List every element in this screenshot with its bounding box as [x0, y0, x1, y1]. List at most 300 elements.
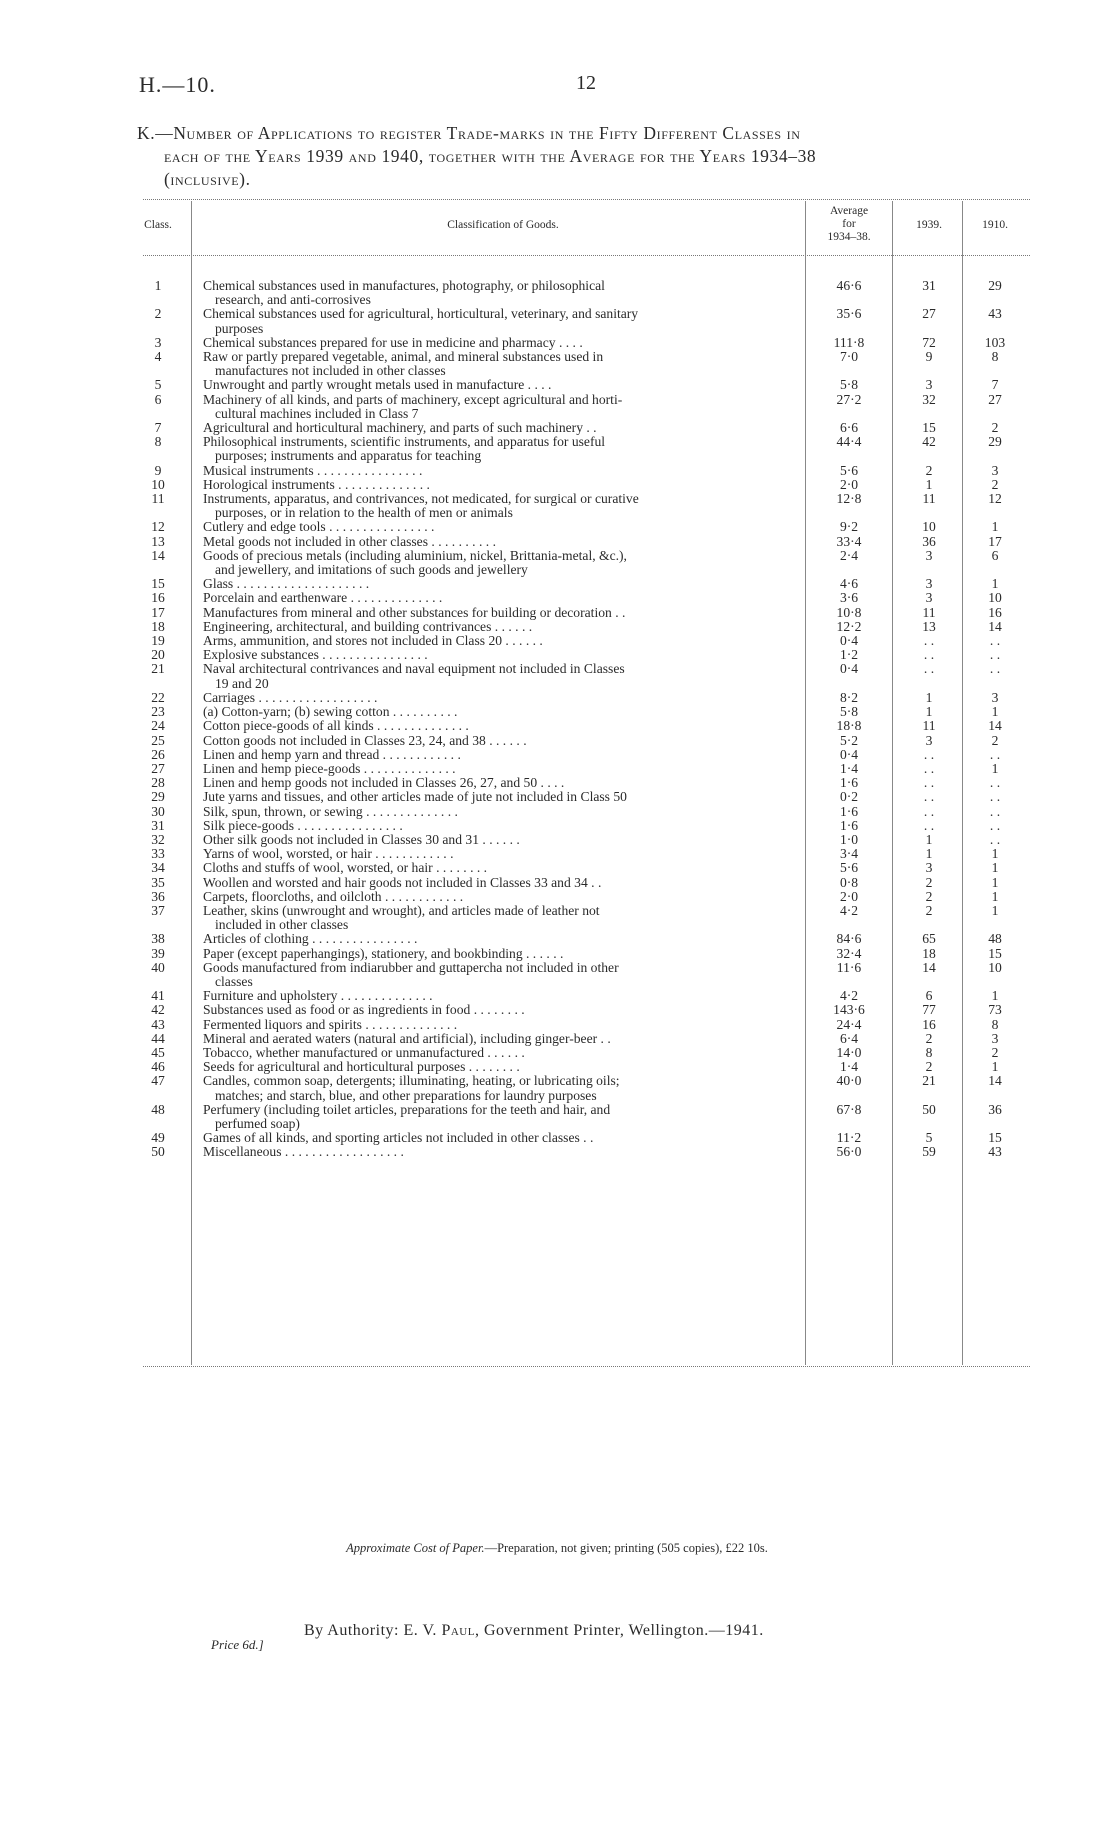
table-row [143, 350, 1030, 378]
class-number: 39 [151, 945, 165, 961]
description-line: Carriages . . . . . . . . . . . . . . . . . . [203, 689, 378, 705]
value-1940: 2 [991, 732, 999, 748]
table-row [143, 648, 1030, 662]
table-row [143, 790, 1030, 804]
value-1939: 31 [922, 278, 936, 293]
description-line: Goods manufactured from indiarubber and guttapercha not included in other [203, 959, 619, 975]
table-row [143, 1046, 1030, 1060]
class-number: 9 [154, 462, 162, 478]
table-row [143, 932, 1030, 946]
class-number: 4 [154, 349, 162, 365]
class-number: 2 [154, 306, 162, 322]
average-value: 40·0 [836, 1073, 862, 1089]
value-1940: . . [989, 661, 1001, 677]
table-row [143, 492, 1030, 520]
average-header-line-2: for [842, 218, 856, 230]
description-line: Fermented liquors and spirits . . . . . . . . . . . . . . [203, 1016, 458, 1032]
table-title [137, 122, 1032, 191]
value-1940: . . [989, 775, 1001, 791]
value-1940: 1 [991, 704, 999, 720]
average-value: 0·2 [839, 789, 859, 805]
average-value: 5·8 [839, 377, 859, 393]
class-number: 25 [151, 732, 165, 748]
description-continuation: cultural machines included in Class 7 [215, 405, 419, 421]
average-value: 18·8 [836, 718, 862, 734]
value-1939: 77 [922, 1002, 936, 1018]
table-row [143, 805, 1030, 819]
class-number: 32 [151, 831, 165, 847]
value-1939: 3 [925, 377, 933, 393]
cost-label: Approximate Cost of Paper. [346, 1541, 485, 1555]
value-1940: . . [989, 789, 1001, 805]
value-1940: . . [989, 746, 1001, 762]
class-number: 29 [151, 789, 165, 805]
average-value: 24·4 [836, 1016, 862, 1032]
value-1939: 1 [925, 831, 933, 847]
column-header-class: Class. [144, 219, 172, 231]
class-number: 42 [151, 1002, 165, 1018]
class-number: 26 [151, 746, 165, 762]
description-line: Cloths and stuffs of wool, worsted, or hair . . . . . . . . [203, 860, 488, 876]
average-value: 4·6 [839, 576, 859, 592]
table-row [143, 535, 1030, 549]
description-line: Jute yarns and tissues, and other articles made of jute not included in Class 50 [203, 789, 627, 805]
value-1940: 29 [988, 278, 1002, 293]
value-1940: 14 [988, 718, 1002, 734]
value-1940: 1 [991, 860, 999, 876]
value-1939: 3 [925, 547, 933, 563]
class-number: 3 [154, 334, 162, 350]
average-value: 5·6 [839, 462, 859, 478]
value-1939: 6 [925, 988, 933, 1004]
value-1940: . . [989, 647, 1001, 663]
value-1940: 17 [988, 533, 1002, 549]
table-row [143, 1060, 1030, 1074]
description-line: Furniture and upholstery . . . . . . . . . . . . . . [203, 988, 433, 1004]
average-value: 27·2 [836, 391, 862, 407]
class-number: 1 [154, 278, 162, 293]
description-line: Philosophical instruments, scientific instruments, and apparatus for useful [203, 434, 606, 450]
description-line: Metal goods not included in other classes . . . . . . . . . . [203, 533, 496, 549]
column-header-1940: 1910. [982, 219, 1008, 231]
class-number: 7 [154, 420, 162, 436]
column-header-average [808, 205, 890, 244]
table-row [143, 776, 1030, 790]
value-1939: . . [923, 817, 935, 833]
class-number: 13 [151, 533, 165, 549]
value-1939: 11 [922, 604, 936, 620]
average-value: 1·4 [839, 1059, 859, 1075]
description-line: Machinery of all kinds, and parts of machinery, except agricultural and horti- [203, 391, 623, 407]
value-1939: . . [923, 746, 935, 762]
description-continuation: included in other classes [215, 917, 349, 933]
average-value: 9·2 [839, 519, 859, 535]
description-continuation: matches; and starch, blue, and other preparations for laundry purposes [215, 1087, 597, 1103]
value-1940: 10 [988, 959, 1002, 975]
value-1940: 1 [991, 1059, 999, 1075]
value-1939: 3 [925, 732, 933, 748]
table-row [143, 520, 1030, 534]
value-1940: 3 [991, 1030, 999, 1046]
average-value: 11·6 [836, 959, 862, 975]
description-line: Articles of clothing . . . . . . . . . . . . . . . . [203, 931, 418, 947]
class-number: 23 [151, 704, 165, 720]
value-1939: 42 [922, 434, 936, 450]
value-1940: 10 [988, 590, 1002, 606]
value-1940: 1 [991, 760, 999, 776]
value-1939: 10 [922, 519, 936, 535]
value-1940: 103 [984, 334, 1006, 350]
description-line: Chemical substances used for agricultural, horticultural, veterinary, and sanitary [203, 306, 639, 322]
table-row [143, 549, 1030, 577]
value-1939: 3 [925, 576, 933, 592]
description-line: Arms, ammunition, and stores not included in Class 20 . . . . . . [203, 633, 543, 649]
average-value: 56·0 [836, 1144, 862, 1160]
average-value: 3·6 [839, 590, 859, 606]
table-row [143, 819, 1030, 833]
description-line: Cotton goods not included in Classes 23, 24, and 38 . . . . . . [203, 732, 527, 748]
value-1939: 13 [922, 618, 936, 634]
description-line: Horological instruments . . . . . . . . . . . . . . [203, 476, 430, 492]
authority-prefix: By Authority: E. V. [304, 1622, 437, 1639]
table-top-rule [143, 199, 1030, 200]
table-row [143, 1018, 1030, 1032]
description-line: Paper (except paperhangings), stationery, and bookbinding . . . . . . [203, 945, 564, 961]
value-1940: 8 [991, 1016, 999, 1032]
description-line: Other silk goods not included in Classes 30 and 31 . . . . . . [203, 831, 520, 847]
title-line-1: K.—Number of Applications to register Trade-marks in the Fifty Different Classes in [137, 123, 801, 143]
description-line: Glass . . . . . . . . . . . . . . . . . . . . [203, 576, 370, 592]
class-number: 5 [154, 377, 162, 393]
description-line: Musical instruments . . . . . . . . . . . . . . . . [203, 462, 423, 478]
value-1940: 15 [988, 945, 1002, 961]
table-row [143, 762, 1030, 776]
description-line: Naval architectural contrivances and naval equipment not included in Classes [203, 661, 625, 677]
value-1939: . . [923, 661, 935, 677]
class-number: 41 [151, 988, 165, 1004]
description-continuation: perfumed soap) [215, 1115, 300, 1131]
page-number: 12 [576, 72, 596, 94]
class-number: 46 [151, 1059, 165, 1075]
table-row [143, 307, 1030, 335]
value-1939: . . [923, 633, 935, 649]
average-header-line-3: 1934–38. [827, 231, 871, 243]
average-value: 12·2 [836, 618, 862, 634]
average-value: 11·2 [836, 1130, 862, 1146]
description-line: (a) Cotton-yarn; (b) sewing cotton . . . . . . . . . . [203, 704, 458, 720]
average-value: 35·6 [836, 306, 862, 322]
description-line: Manufactures from mineral and other substances for building or decoration . . [203, 604, 626, 620]
value-1939: 2 [925, 902, 933, 918]
average-value: 1·6 [839, 803, 859, 819]
description-line: Mineral and aerated waters (natural and artificial), including ginger-beer . . [203, 1030, 611, 1046]
description-continuation: research, and anti-corrosives [215, 292, 371, 308]
class-number: 19 [151, 633, 165, 649]
value-1939: 1 [925, 846, 933, 862]
class-number: 34 [151, 860, 165, 876]
column-header-classification: Classification of Goods. [447, 219, 559, 231]
description-line: Agricultural and horticultural machinery, and parts of such machinery . . [203, 420, 597, 436]
value-1939: 50 [922, 1101, 936, 1117]
description-line: Linen and hemp goods not included in Classes 26, 27, and 50 . . . . [203, 775, 565, 791]
description-line: Porcelain and earthenware . . . . . . . . . . . . . . [203, 590, 443, 606]
class-number: 17 [151, 604, 165, 620]
class-number: 44 [151, 1030, 165, 1046]
average-value: 2·4 [839, 547, 859, 563]
average-value: 14·0 [836, 1044, 862, 1060]
value-1940: . . [989, 831, 1001, 847]
value-1940: 73 [988, 1002, 1002, 1018]
value-1940: . . [989, 633, 1001, 649]
class-number: 14 [151, 547, 165, 563]
value-1939: 3 [925, 590, 933, 606]
description-line: Cutlery and edge tools . . . . . . . . . . . . . . . . [203, 519, 435, 535]
description-line: Yarns of wool, worsted, or hair . . . . . . . . . . . . [203, 846, 454, 862]
value-1939: . . [923, 803, 935, 819]
average-value: 84·6 [836, 931, 862, 947]
price-note: Price 6d.] [211, 1637, 264, 1652]
class-number: 12 [151, 519, 165, 535]
value-1939: 27 [922, 306, 936, 322]
value-1939: 72 [922, 334, 936, 350]
class-number: 36 [151, 888, 165, 904]
description-line: Linen and hemp piece-goods . . . . . . . . . . . . . . [203, 760, 456, 776]
table-row [143, 734, 1030, 748]
value-1940: 16 [988, 604, 1002, 620]
description-line: Unwrought and partly wrought metals used in manufacture . . . . [203, 377, 552, 393]
value-1940: 2 [991, 420, 999, 436]
average-value: 1·2 [839, 647, 859, 663]
table-row [143, 606, 1030, 620]
value-1939: 9 [925, 349, 933, 365]
table-row [143, 861, 1030, 875]
average-value: 0·4 [839, 661, 859, 677]
table-row [143, 1074, 1030, 1102]
value-1940: 1 [991, 846, 999, 862]
description-line: Linen and hemp yarn and thread . . . . . . . . . . . . [203, 746, 461, 762]
value-1939: 2 [925, 462, 933, 478]
class-number: 21 [151, 661, 165, 677]
value-1940: 14 [988, 1073, 1002, 1089]
value-1940: 43 [988, 1144, 1002, 1160]
value-1939: 8 [925, 1044, 933, 1060]
value-1939: 2 [925, 874, 933, 890]
value-1939: 11 [922, 718, 936, 734]
average-value: 32·4 [836, 945, 862, 961]
class-number: 27 [151, 760, 165, 776]
table-row [143, 1145, 1030, 1159]
table-row [143, 989, 1030, 1003]
column-header-1939: 1939. [916, 219, 942, 231]
class-number: 18 [151, 618, 165, 634]
description-line: Tobacco, whether manufactured or unmanufactured . . . . . . [203, 1044, 525, 1060]
value-1940: . . [989, 817, 1001, 833]
average-value: 2·0 [839, 888, 859, 904]
value-1940: 29 [988, 434, 1002, 450]
average-value: 5·6 [839, 860, 859, 876]
value-1940: 14 [988, 618, 1002, 634]
table-row [143, 1032, 1030, 1046]
description-line: Goods of precious metals (including aluminium, nickel, Brittania-metal, &c.), [203, 547, 627, 563]
average-value: 6·6 [839, 420, 859, 436]
value-1940: 8 [991, 349, 999, 365]
value-1939: 3 [925, 860, 933, 876]
table-row [143, 904, 1030, 932]
description-continuation: classes [215, 973, 253, 989]
value-1939: . . [923, 789, 935, 805]
value-1940: 1 [991, 902, 999, 918]
value-1939: 65 [922, 931, 936, 947]
average-value: 2·0 [839, 476, 859, 492]
description-line: Chemical substances used in manufactures, photography, or philosophical [203, 278, 605, 293]
table-row [143, 620, 1030, 634]
cost-note [0, 1541, 1114, 1556]
authority-suffix: , Government Printer, Wellington.—1941. [474, 1622, 764, 1639]
average-value: 10·8 [836, 604, 862, 620]
description-continuation: manufactures not included in other classes [215, 363, 446, 379]
average-value: 4·2 [839, 902, 859, 918]
class-number: 50 [151, 1144, 165, 1160]
document-reference: H.—10. [139, 72, 216, 97]
value-1939: . . [923, 647, 935, 663]
description-line: Engineering, architectural, and building contrivances . . . . . . [203, 618, 533, 634]
description-line: Candles, common soap, detergents; illuminating, heating, or lubricating oils; [203, 1073, 620, 1089]
table-row [143, 577, 1030, 591]
description-continuation: 19 and 20 [215, 675, 269, 691]
value-1940: . . [989, 803, 1001, 819]
table-row [143, 947, 1030, 961]
description-line: Instruments, apparatus, and contrivances, not medicated, for surgical or curative [203, 491, 639, 507]
value-1939: 2 [925, 1059, 933, 1075]
description-line: Silk, spun, thrown, or sewing . . . . . . . . . . . . . . [203, 803, 458, 819]
value-1940: 7 [991, 377, 999, 393]
value-1939: 1 [925, 476, 933, 492]
average-value: 0·4 [839, 633, 859, 649]
class-number: 31 [151, 817, 165, 833]
description-line: Miscellaneous . . . . . . . . . . . . . . . . . . [203, 1144, 404, 1160]
value-1940: 1 [991, 888, 999, 904]
table-row [143, 719, 1030, 733]
table-row [143, 890, 1030, 904]
value-1939: 1 [925, 704, 933, 720]
title-line-2: each of the Years 1939 and 1940, together with the Average for the Years 1934–38 [164, 146, 817, 166]
table-row [143, 336, 1030, 350]
average-value: 7·0 [839, 349, 859, 365]
class-number: 10 [151, 476, 165, 492]
class-number: 28 [151, 775, 165, 791]
title-line-3: (inclusive). [164, 169, 251, 189]
class-number: 8 [154, 434, 162, 450]
class-number: 45 [151, 1044, 165, 1060]
table-row [143, 748, 1030, 762]
average-value: 4·2 [839, 988, 859, 1004]
average-value: 67·8 [836, 1101, 862, 1117]
average-value: 143·6 [833, 1002, 865, 1018]
class-number: 30 [151, 803, 165, 819]
printer-imprint [304, 1622, 764, 1640]
value-1940: 27 [988, 391, 1002, 407]
value-1939: . . [923, 760, 935, 776]
table-row [143, 393, 1030, 421]
description-line: Chemical substances prepared for use in medicine and pharmacy . . . . [203, 334, 583, 350]
class-number: 15 [151, 576, 165, 592]
value-1940: 12 [988, 491, 1002, 507]
value-1939: 2 [925, 1030, 933, 1046]
value-1939: 36 [922, 533, 936, 549]
class-number: 24 [151, 718, 165, 734]
average-header-line-1: Average [829, 205, 869, 217]
description-continuation: purposes; instruments and apparatus for teaching [215, 448, 482, 464]
description-line: Leather, skins (unwrought and wrought), and articles made of leather not [203, 902, 600, 918]
description-line: Silk piece-goods . . . . . . . . . . . . . . . . [203, 817, 403, 833]
value-1939: 14 [922, 959, 936, 975]
value-1939: 2 [925, 888, 933, 904]
table-header [143, 205, 1030, 249]
table-header-rule [143, 255, 1030, 256]
value-1940: 3 [991, 462, 999, 478]
class-number: 22 [151, 689, 165, 705]
average-value: 44·4 [836, 434, 862, 450]
description-line: Raw or partly prepared vegetable, animal, and mineral substances used in [203, 349, 604, 365]
description-line: Perfumery (including toilet articles, preparations for the teeth and hair, and [203, 1101, 611, 1117]
class-number: 20 [151, 647, 165, 663]
table-row [143, 591, 1030, 605]
table-row [143, 378, 1030, 392]
table-row [143, 961, 1030, 989]
value-1940: 43 [988, 306, 1002, 322]
value-1940: 15 [988, 1130, 1002, 1146]
description-continuation: purposes, or in relation to the health of men or animals [215, 505, 513, 521]
table-body [143, 279, 1030, 1160]
table-row [143, 662, 1030, 690]
class-number: 16 [151, 590, 165, 606]
description-continuation: purposes [215, 320, 264, 336]
average-value: 1·0 [839, 831, 859, 847]
description-line: Cotton piece-goods of all kinds . . . . . . . . . . . . . . [203, 718, 469, 734]
class-number: 40 [151, 959, 165, 975]
description-line: Woollen and worsted and hair goods not included in Classes 33 and 34 . . [203, 874, 602, 890]
average-value: 8·2 [839, 689, 859, 705]
value-1939: 11 [922, 491, 936, 507]
table-row [143, 876, 1030, 890]
class-number: 49 [151, 1130, 165, 1146]
value-1940: 2 [991, 476, 999, 492]
value-1939: 32 [922, 391, 936, 407]
value-1940: 1 [991, 988, 999, 1004]
average-value: 12·8 [836, 491, 862, 507]
class-number: 38 [151, 931, 165, 947]
table-row [143, 1003, 1030, 1017]
class-number: 37 [151, 902, 165, 918]
value-1940: 48 [988, 931, 1002, 947]
table-row [143, 279, 1030, 307]
table-row [143, 464, 1030, 478]
description-line: Seeds for agricultural and horticultural purposes . . . . . . . . [203, 1059, 520, 1075]
average-value: 5·8 [839, 704, 859, 720]
value-1939: 5 [925, 1130, 933, 1146]
average-value: 1·4 [839, 760, 859, 776]
average-value: 1·6 [839, 775, 859, 791]
value-1940: 1 [991, 576, 999, 592]
average-value: 0·4 [839, 746, 859, 762]
value-1940: 1 [991, 519, 999, 535]
table-row [143, 1103, 1030, 1131]
value-1940: 36 [988, 1101, 1002, 1117]
value-1939: 18 [922, 945, 936, 961]
class-number: 6 [154, 391, 162, 407]
value-1940: 2 [991, 1044, 999, 1060]
value-1940: 3 [991, 689, 999, 705]
